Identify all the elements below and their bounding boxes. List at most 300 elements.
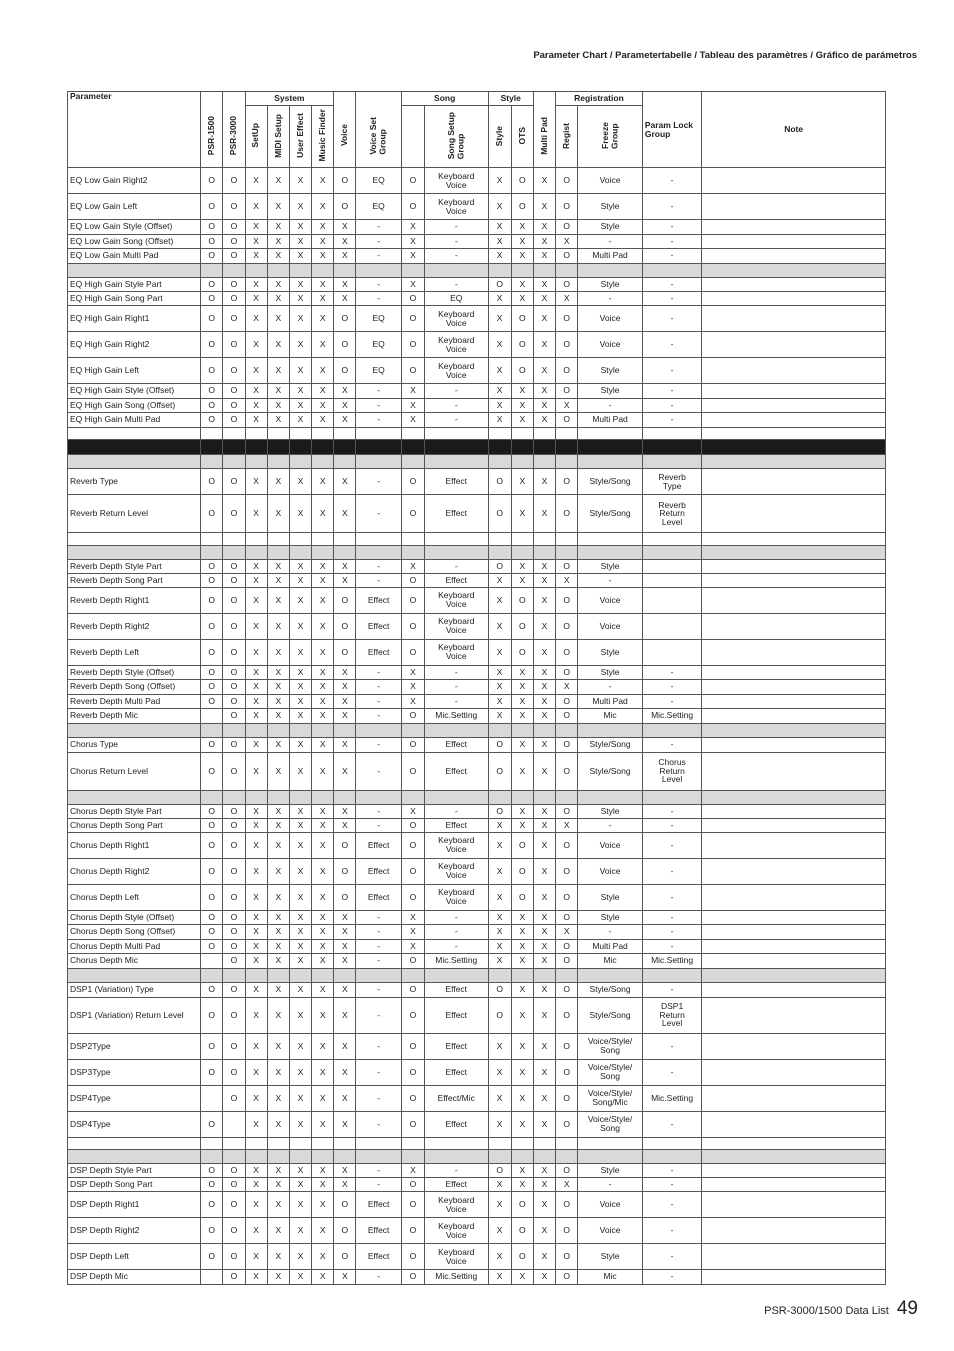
divider-cell	[642, 1137, 702, 1150]
table-cell: X	[488, 292, 511, 306]
divider-cell	[702, 533, 886, 546]
table-cell: X	[245, 1270, 267, 1285]
table-cell: -	[642, 1178, 702, 1192]
table-cell: O	[201, 469, 223, 495]
divider-cell	[425, 545, 489, 559]
table-cell: O	[223, 1178, 245, 1192]
table-cell: X	[245, 983, 267, 998]
table-cell: X	[312, 168, 334, 194]
table-cell: X	[312, 559, 334, 573]
table-cell: X	[401, 680, 424, 695]
divider-cell	[245, 1150, 267, 1164]
table-cell: X	[267, 1085, 289, 1111]
table-cell: -	[356, 234, 401, 249]
table-cell: Style/Song	[578, 983, 643, 998]
section-divider	[68, 968, 886, 983]
divider-cell	[334, 968, 356, 983]
table-cell: X	[289, 804, 311, 818]
table-cell: X	[488, 709, 511, 724]
table-cell: X	[488, 1059, 511, 1085]
table-cell: X	[245, 358, 267, 384]
table-cell: X	[334, 665, 356, 680]
table-cell	[702, 858, 886, 884]
parameter-name-cell: DSP1 (Variation) Type	[68, 983, 201, 998]
table-cell: O	[334, 587, 356, 613]
table-cell: O	[201, 613, 223, 639]
table-cell: X	[245, 613, 267, 639]
divider-cell	[289, 545, 311, 559]
table-cell: X	[488, 910, 511, 925]
table-cell: X	[245, 1218, 267, 1244]
table-row	[68, 910, 886, 925]
table-cell: X	[533, 332, 555, 358]
divider-cell	[401, 545, 424, 559]
table-cell: O	[401, 997, 424, 1033]
parameter-name-cell: Reverb Depth Style Part	[68, 559, 201, 573]
table-cell: -	[356, 983, 401, 998]
table-cell: O	[511, 168, 533, 194]
table-cell: O	[556, 983, 578, 998]
table-cell: -	[642, 384, 702, 399]
table-cell: X	[312, 384, 334, 399]
table-cell: X	[245, 665, 267, 680]
divider-cell	[401, 790, 424, 804]
divider-cell	[223, 723, 245, 738]
divider-cell	[578, 263, 643, 278]
divider-cell	[511, 723, 533, 738]
table-cell: O	[334, 358, 356, 384]
parameter-name-cell: EQ Low Gain Song (Offset)	[68, 234, 201, 249]
table-cell: X	[267, 639, 289, 665]
table-cell: X	[533, 306, 555, 332]
table-cell: O	[401, 1244, 424, 1270]
table-cell	[702, 694, 886, 709]
page-footer	[764, 1298, 918, 1320]
divider-cell	[578, 545, 643, 559]
table-cell: X	[312, 858, 334, 884]
table-cell: X	[334, 1059, 356, 1085]
table-cell: X	[267, 234, 289, 249]
table-cell: X	[488, 168, 511, 194]
divider-cell	[533, 968, 555, 983]
table-cell: O	[401, 1111, 424, 1137]
table-cell: -	[578, 818, 643, 832]
table-cell: X	[267, 804, 289, 818]
table-row	[68, 939, 886, 954]
table-cell: X	[289, 1244, 311, 1270]
table-cell: X	[289, 1218, 311, 1244]
table-cell: Keyboard Voice	[425, 306, 489, 332]
parameter-chart-body	[68, 168, 886, 1285]
divider-cell	[334, 1137, 356, 1150]
table-cell: O	[223, 613, 245, 639]
table-cell: O	[556, 1270, 578, 1285]
table-row	[68, 168, 886, 194]
divider-cell	[578, 1150, 643, 1164]
table-cell: Style	[578, 384, 643, 399]
table-cell: X	[533, 234, 555, 249]
table-cell: O	[401, 1218, 424, 1244]
table-cell: X	[267, 1111, 289, 1137]
parameter-name-cell: Reverb Return Level	[68, 495, 201, 533]
header-voice-set-group: Voice Set Group	[368, 116, 388, 155]
table-cell: X	[334, 1270, 356, 1285]
table-cell: O	[334, 832, 356, 858]
table-cell: X	[334, 559, 356, 573]
table-cell	[702, 469, 886, 495]
table-cell: O	[201, 573, 223, 587]
table-cell: X	[312, 249, 334, 264]
table-cell: X	[289, 587, 311, 613]
table-cell: X	[488, 818, 511, 832]
table-cell: X	[533, 194, 555, 220]
header-regist: Regist	[561, 122, 572, 149]
table-cell	[702, 884, 886, 910]
header-freeze-group: Freeze Group	[599, 122, 620, 150]
table-cell: Keyboard Voice	[425, 639, 489, 665]
table-cell: O	[556, 694, 578, 709]
table-cell: -	[356, 384, 401, 399]
table-cell	[642, 613, 702, 639]
divider-cell	[511, 263, 533, 278]
table-cell	[702, 818, 886, 832]
table-cell: X	[289, 306, 311, 332]
table-cell: O	[201, 1164, 223, 1178]
header-group-style: Style	[488, 92, 533, 106]
table-cell: X	[289, 910, 311, 925]
table-cell: X	[533, 738, 555, 753]
divider-cell	[356, 1137, 401, 1150]
table-cell: -	[578, 680, 643, 695]
table-cell: -	[356, 1033, 401, 1059]
section-divider	[68, 454, 886, 469]
table-cell: O	[223, 194, 245, 220]
table-cell: Effect	[425, 1033, 489, 1059]
table-cell: X	[533, 413, 555, 428]
table-cell: X	[267, 680, 289, 695]
divider-cell	[578, 1137, 643, 1150]
table-cell: O	[223, 495, 245, 533]
table-cell: X	[533, 220, 555, 235]
table-cell: X	[312, 738, 334, 753]
table-cell: O	[201, 384, 223, 399]
parameter-name-cell: EQ Low Gain Multi Pad	[68, 249, 201, 264]
table-cell: O	[334, 858, 356, 884]
header-group-system: System	[245, 92, 334, 106]
table-cell: Mic.Setting	[642, 1085, 702, 1111]
table-row	[68, 1033, 886, 1059]
divider-cell	[533, 263, 555, 278]
table-cell: -	[642, 910, 702, 925]
table-cell	[702, 168, 886, 194]
divider-cell	[556, 263, 578, 278]
table-cell: X	[533, 168, 555, 194]
table-cell: X	[556, 573, 578, 587]
divider-cell	[488, 1137, 511, 1150]
table-cell: Voice	[578, 168, 643, 194]
divider-cell	[401, 968, 424, 983]
table-cell: O	[201, 997, 223, 1033]
table-cell: O	[401, 168, 424, 194]
table-row	[68, 983, 886, 998]
table-cell: X	[245, 884, 267, 910]
table-cell: X	[245, 1059, 267, 1085]
table-cell	[702, 939, 886, 954]
table-cell: X	[533, 709, 555, 724]
table-row	[68, 1270, 886, 1285]
table-cell: X	[334, 983, 356, 998]
divider-cell	[312, 440, 334, 455]
table-cell: Reverb Type	[642, 469, 702, 495]
table-cell: X	[245, 220, 267, 235]
table-cell: X	[267, 1178, 289, 1192]
table-cell: -	[425, 220, 489, 235]
table-row	[68, 413, 886, 428]
table-cell: X	[312, 332, 334, 358]
table-cell: -	[642, 665, 702, 680]
table-cell	[702, 613, 886, 639]
table-cell: X	[245, 925, 267, 940]
divider-cell	[511, 440, 533, 455]
table-cell: X	[245, 1085, 267, 1111]
table-cell: O	[401, 1033, 424, 1059]
table-cell: O	[556, 613, 578, 639]
divider-cell	[267, 533, 289, 546]
table-cell	[702, 680, 886, 695]
table-cell	[702, 1164, 886, 1178]
table-row	[68, 495, 886, 533]
table-cell: O	[334, 306, 356, 332]
table-cell: O	[201, 587, 223, 613]
table-row	[68, 738, 886, 753]
table-cell: O	[201, 1111, 223, 1137]
divider-cell	[312, 1150, 334, 1164]
table-cell: O	[556, 910, 578, 925]
divider-cell	[401, 427, 424, 440]
table-cell: X	[533, 1244, 555, 1270]
table-cell: X	[267, 1244, 289, 1270]
divider-cell	[511, 533, 533, 546]
table-cell: X	[312, 832, 334, 858]
parameter-name-cell: DSP2Type	[68, 1033, 201, 1059]
divider-cell	[201, 968, 223, 983]
table-cell: Effect	[356, 1218, 401, 1244]
table-cell: X	[511, 413, 533, 428]
parameter-name-cell: Reverb Depth Style (Offset)	[68, 665, 201, 680]
table-cell: O	[401, 587, 424, 613]
table-cell: X	[488, 665, 511, 680]
table-cell	[642, 639, 702, 665]
table-cell: X	[289, 278, 311, 292]
table-cell	[702, 573, 886, 587]
table-cell: X	[245, 573, 267, 587]
table-cell: Effect	[425, 997, 489, 1033]
table-cell: X	[401, 1164, 424, 1178]
table-cell: -	[642, 1111, 702, 1137]
divider-cell	[556, 1150, 578, 1164]
table-cell: X	[245, 559, 267, 573]
table-cell: X	[511, 1164, 533, 1178]
table-cell: O	[556, 639, 578, 665]
table-cell: Mic.Setting	[425, 954, 489, 969]
table-cell: X	[533, 278, 555, 292]
table-cell: X	[488, 306, 511, 332]
table-cell: X	[312, 1164, 334, 1178]
table-cell: O	[556, 194, 578, 220]
table-cell: -	[356, 559, 401, 573]
table-cell: X	[334, 573, 356, 587]
table-cell: Keyboard Voice	[425, 358, 489, 384]
table-cell: Keyboard Voice	[425, 332, 489, 358]
table-cell	[642, 587, 702, 613]
table-cell: X	[245, 1164, 267, 1178]
table-cell: X	[533, 1178, 555, 1192]
table-cell: Mic	[578, 954, 643, 969]
table-cell: O	[556, 1218, 578, 1244]
table-cell: Style	[578, 220, 643, 235]
divider-cell	[425, 968, 489, 983]
table-cell: O	[511, 884, 533, 910]
table-cell: X	[267, 332, 289, 358]
parameter-name-cell: EQ Low Gain Right2	[68, 168, 201, 194]
table-cell: X	[245, 709, 267, 724]
table-cell: -	[356, 1085, 401, 1111]
table-cell: X	[488, 220, 511, 235]
divider-cell	[425, 427, 489, 440]
table-cell: X	[267, 709, 289, 724]
header-group-song: Song	[401, 92, 488, 106]
table-cell: Effect	[356, 858, 401, 884]
table-cell: X	[511, 694, 533, 709]
table-cell: EQ	[356, 332, 401, 358]
table-cell: O	[556, 1059, 578, 1085]
table-row	[68, 220, 886, 235]
table-cell: Effect/Mic	[425, 1085, 489, 1111]
divider-cell	[556, 427, 578, 440]
divider-cell	[642, 723, 702, 738]
divider-cell	[533, 790, 555, 804]
table-cell: X	[312, 1059, 334, 1085]
table-cell: Style	[578, 884, 643, 910]
table-cell	[702, 384, 886, 399]
table-cell: X	[289, 832, 311, 858]
parameter-name-cell: EQ High Gain Style (Offset)	[68, 384, 201, 399]
table-cell: O	[223, 954, 245, 969]
table-cell: X	[289, 939, 311, 954]
divider-cell	[312, 427, 334, 440]
blank-row	[68, 427, 886, 440]
table-cell: O	[223, 925, 245, 940]
divider-cell	[642, 1150, 702, 1164]
table-cell: X	[533, 752, 555, 790]
table-cell: Reverb Return Level	[642, 495, 702, 533]
table-cell: X	[334, 954, 356, 969]
table-cell: Effect	[356, 832, 401, 858]
table-cell: X	[289, 925, 311, 940]
table-cell: O	[556, 1033, 578, 1059]
table-cell: O	[556, 752, 578, 790]
table-cell: X	[401, 413, 424, 428]
table-cell: Chorus Return Level	[642, 752, 702, 790]
table-cell	[702, 832, 886, 858]
divider-cell	[578, 790, 643, 804]
parameter-name-cell: DSP Depth Left	[68, 1244, 201, 1270]
divider-cell	[533, 427, 555, 440]
table-cell: -	[425, 398, 489, 413]
table-cell: X	[289, 613, 311, 639]
divider-cell	[642, 790, 702, 804]
header-midi-setup: MIDI Setup	[272, 113, 283, 158]
table-cell: O	[556, 954, 578, 969]
table-cell: O	[223, 234, 245, 249]
table-cell: X	[245, 1192, 267, 1218]
table-cell: O	[556, 832, 578, 858]
table-cell: O	[556, 738, 578, 753]
table-cell: X	[511, 910, 533, 925]
table-cell: O	[201, 1059, 223, 1085]
table-row	[68, 613, 886, 639]
divider-cell	[356, 968, 401, 983]
table-cell: O	[201, 752, 223, 790]
table-cell: X	[511, 954, 533, 969]
divider-cell	[578, 454, 643, 469]
table-cell: X	[334, 709, 356, 724]
table-cell	[201, 709, 223, 724]
table-cell: -	[642, 925, 702, 940]
table-cell	[702, 738, 886, 753]
divider-cell	[312, 533, 334, 546]
table-cell: X	[488, 1178, 511, 1192]
table-cell: Keyboard Voice	[425, 1218, 489, 1244]
table-cell: O	[201, 220, 223, 235]
table-cell: -	[642, 220, 702, 235]
table-cell: Voice/Style/ Song	[578, 1111, 643, 1137]
table-cell	[702, 1270, 886, 1285]
table-cell: X	[267, 613, 289, 639]
table-cell: Keyboard Voice	[425, 168, 489, 194]
table-cell: X	[533, 818, 555, 832]
divider-cell	[312, 545, 334, 559]
divider-cell	[702, 440, 886, 455]
table-cell: Style/Song	[578, 495, 643, 533]
divider-cell	[702, 545, 886, 559]
table-cell	[642, 559, 702, 573]
table-cell: O	[201, 939, 223, 954]
divider-cell	[356, 790, 401, 804]
table-cell: -	[425, 559, 489, 573]
divider-cell	[642, 263, 702, 278]
table-cell: X	[533, 1270, 555, 1285]
divider-cell	[334, 533, 356, 546]
divider-cell	[702, 263, 886, 278]
table-cell: X	[533, 665, 555, 680]
table-cell: EQ	[425, 292, 489, 306]
table-cell: X	[312, 925, 334, 940]
table-cell: X	[334, 1111, 356, 1137]
table-cell: X	[312, 818, 334, 832]
divider-cell	[642, 533, 702, 546]
table-cell: O	[556, 939, 578, 954]
divider-cell	[312, 454, 334, 469]
table-cell: X	[334, 384, 356, 399]
table-cell	[702, 752, 886, 790]
table-cell: X	[511, 983, 533, 998]
table-cell: Mic.Setting	[425, 1270, 489, 1285]
table-cell: O	[223, 997, 245, 1033]
table-cell: X	[245, 639, 267, 665]
table-cell: X	[334, 694, 356, 709]
table-cell: X	[267, 832, 289, 858]
